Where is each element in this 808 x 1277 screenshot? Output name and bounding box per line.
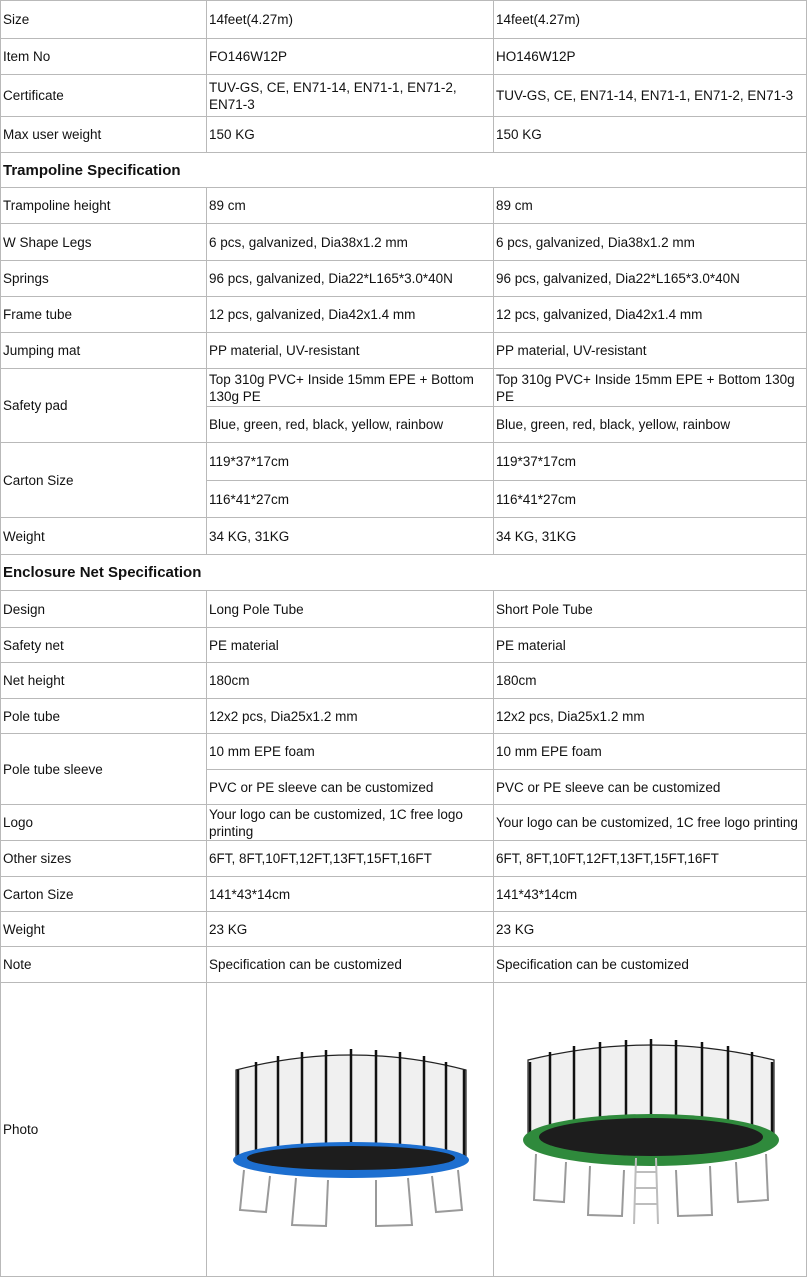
cell-model-b: 96 pcs, galvanized, Dia22*L165*3.0*40N [494, 261, 807, 297]
table-row [1, 841, 807, 877]
table-row [1, 1, 807, 39]
cell-model-a: 6FT, 8FT,10FT,12FT,13FT,15FT,16FT [207, 841, 494, 877]
cell-model-b: 12x2 pcs, Dia25x1.2 mm [494, 699, 807, 734]
row-label: Photo [1, 983, 207, 1277]
cell-model-a: PVC or PE sleeve can be customized [207, 770, 494, 805]
cell-model-b: Blue, green, red, black, yellow, rainbow [494, 407, 807, 443]
table-row [1, 297, 807, 333]
cell-model-a: Long Pole Tube [207, 591, 494, 628]
cell-model-a: 150 KG [207, 117, 494, 153]
cell-model-b: Specification can be customized [494, 947, 807, 983]
cell-model-a: 116*41*27cm [207, 481, 494, 518]
cell-model-a: 89 cm [207, 188, 494, 224]
cell-model-b: 6FT, 8FT,10FT,12FT,13FT,15FT,16FT [494, 841, 807, 877]
cell-model-a: 14feet(4.27m) [207, 1, 494, 39]
row-label: Net height [1, 663, 207, 699]
cell-model-b: 116*41*27cm [494, 481, 807, 518]
cell-model-b: 180cm [494, 663, 807, 699]
cell-model-a: Blue, green, red, black, yellow, rainbow [207, 407, 494, 443]
cell-model-a: Top 310g PVC+ Inside 15mm EPE + Bottom 130g PE [207, 369, 494, 407]
cell-model-a: PP material, UV-resistant [207, 333, 494, 369]
cell-model-a: FO146W12P [207, 39, 494, 75]
cell-model-b: 141*43*14cm [494, 877, 807, 912]
row-label: Size [1, 1, 207, 39]
cell-model-b: PVC or PE sleeve can be customized [494, 770, 807, 805]
cell-model-a: 12 pcs, galvanized, Dia42x1.4 mm [207, 297, 494, 333]
table-row [1, 333, 807, 369]
cell-model-a: 6 pcs, galvanized, Dia38x1.2 mm [207, 224, 494, 261]
cell-model-a: 96 pcs, galvanized, Dia22*L165*3.0*40N [207, 261, 494, 297]
table-row [1, 628, 807, 663]
section-title-trampoline: Trampoline Specification [1, 153, 807, 188]
cell-model-b: 14feet(4.27m) [494, 1, 807, 39]
row-label: Max user weight [1, 117, 207, 153]
section-title-enclosure: Enclosure Net Specification [1, 555, 807, 591]
trampoline-green-photo [516, 1030, 786, 1230]
table-row [1, 261, 807, 297]
cell-model-a: 34 KG, 31KG [207, 518, 494, 555]
cell-model-a: Specification can be customized [207, 947, 494, 983]
row-label: Jumping mat [1, 333, 207, 369]
cell-model-a: 180cm [207, 663, 494, 699]
row-label: Carton Size [1, 443, 207, 518]
table-row [1, 224, 807, 261]
cell-model-a: PE material [207, 628, 494, 663]
table-row [1, 805, 807, 841]
section-row [1, 555, 807, 591]
photo-row [1, 983, 807, 1277]
row-label: Trampoline height [1, 188, 207, 224]
table-row [1, 39, 807, 75]
table-row [1, 947, 807, 983]
table-row [1, 699, 807, 734]
row-label: Springs [1, 261, 207, 297]
cell-model-a: TUV-GS, CE, EN71-14, EN71-1, EN71-2, EN71-3 [207, 75, 494, 117]
row-label: Design [1, 591, 207, 628]
cell-model-b: PP material, UV-resistant [494, 333, 807, 369]
cell-model-b: 150 KG [494, 117, 807, 153]
table-row [1, 663, 807, 699]
row-label: Pole tube [1, 699, 207, 734]
table-row [1, 734, 807, 770]
trampoline-blue-photo [226, 1030, 476, 1230]
cell-model-a: 141*43*14cm [207, 877, 494, 912]
row-label: Weight [1, 518, 207, 555]
cell-model-b: TUV-GS, CE, EN71-14, EN71-1, EN71-2, EN71-3 [494, 75, 807, 117]
row-label: Safety pad [1, 369, 207, 443]
cell-model-b: Top 310g PVC+ Inside 15mm EPE + Bottom 130g PE [494, 369, 807, 407]
cell-model-a: 119*37*17cm [207, 443, 494, 481]
cell-model-b: 34 KG, 31KG [494, 518, 807, 555]
table-row [1, 369, 807, 407]
row-label: Certificate [1, 75, 207, 117]
cell-model-a: 10 mm EPE foam [207, 734, 494, 770]
table-row [1, 188, 807, 224]
table-row [1, 591, 807, 628]
cell-model-b: 12 pcs, galvanized, Dia42x1.4 mm [494, 297, 807, 333]
cell-model-a: 12x2 pcs, Dia25x1.2 mm [207, 699, 494, 734]
row-label: Note [1, 947, 207, 983]
cell-model-b: HO146W12P [494, 39, 807, 75]
cell-model-a: Your logo can be customized, 1C free logo printing [207, 805, 494, 841]
table-row [1, 443, 807, 481]
row-label: Carton Size [1, 877, 207, 912]
row-label: W Shape Legs [1, 224, 207, 261]
cell-model-b: 10 mm EPE foam [494, 734, 807, 770]
row-label: Safety net [1, 628, 207, 663]
cell-model-b: Your logo can be customized, 1C free logo printing [494, 805, 807, 841]
table-row [1, 75, 807, 117]
table-row [1, 912, 807, 947]
row-label: Frame tube [1, 297, 207, 333]
cell-model-b: 6 pcs, galvanized, Dia38x1.2 mm [494, 224, 807, 261]
table-row [1, 518, 807, 555]
cell-model-b: PE material [494, 628, 807, 663]
table-row [1, 877, 807, 912]
photo-model-b [494, 983, 807, 1277]
row-label: Item No [1, 39, 207, 75]
row-label: Weight [1, 912, 207, 947]
row-label: Logo [1, 805, 207, 841]
row-label: Other sizes [1, 841, 207, 877]
cell-model-b: Short Pole Tube [494, 591, 807, 628]
photo-model-a [207, 983, 494, 1277]
cell-model-b: 119*37*17cm [494, 443, 807, 481]
row-label: Pole tube sleeve [1, 734, 207, 805]
table-row [1, 117, 807, 153]
section-row [1, 153, 807, 188]
cell-model-b: 89 cm [494, 188, 807, 224]
cell-model-a: 23 KG [207, 912, 494, 947]
cell-model-b: 23 KG [494, 912, 807, 947]
